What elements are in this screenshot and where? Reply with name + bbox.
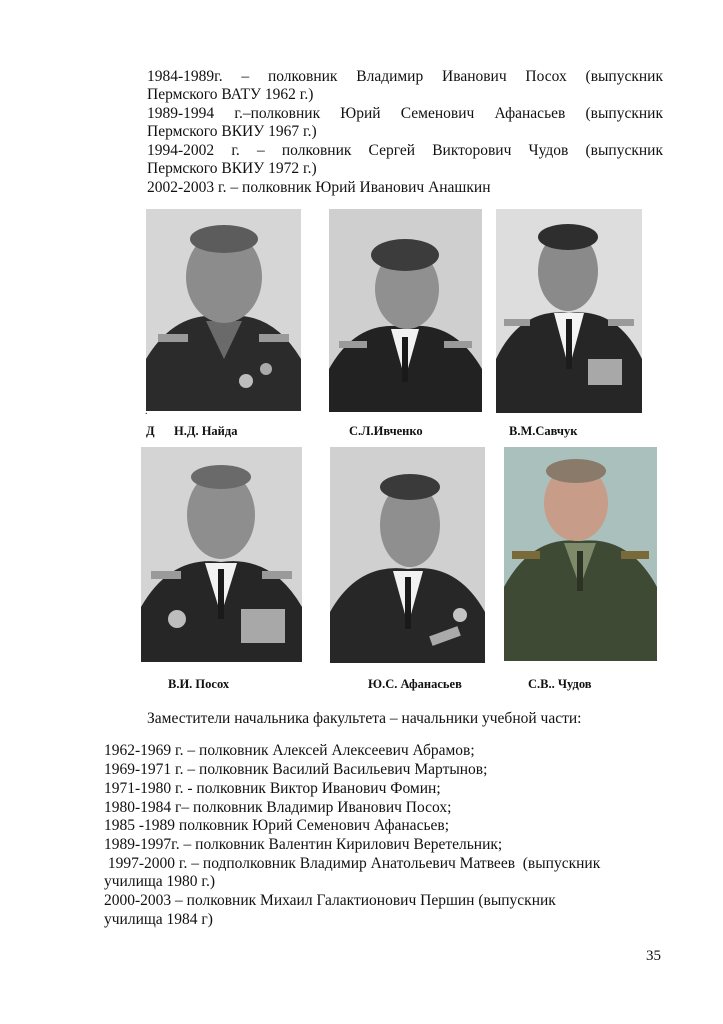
page-number: 35 (646, 948, 661, 964)
deputy-entry: 1962-1969 г. – полковник Алексей Алексеевич Абрамов; (104, 742, 475, 759)
caption-ivchenko: С.Л.Ивченко (349, 424, 423, 438)
top-list-line: Пермского ВАТУ 1962 г.) (147, 86, 314, 103)
deputy-entry: училища 1980 г.) (104, 873, 216, 890)
deputy-entry: 1989-1997г. – полковник Валентин Кирилович Веретельник; (104, 836, 503, 853)
deputy-entry: 2000-2003 – полковник Михаил Галактионович Першин (выпускник (104, 892, 556, 909)
top-list-line: 1984-1989г. – полковник Владимир Иванович Посох (выпускник (147, 68, 663, 85)
portrait-photo-afanasiev (330, 447, 485, 663)
portrait-photo-savchuk (496, 209, 642, 413)
top-list-line: Пермского ВКИУ 1972 г.) (147, 160, 317, 177)
deputy-entry: 1985 -1989 полковник Юрий Семенович Афанасьев; (104, 817, 450, 834)
deputies-heading: Заместители начальника факультета – начальники учебной части: (147, 710, 582, 727)
portrait-photo-ivchenko (329, 209, 482, 412)
deputy-entry: 1971-1980 г. - полковник Виктор Иванович Фомин; (104, 780, 441, 797)
top-list-line: 1989-1994 г.–полковник Юрий Семенович Афанасьев (выпускник (147, 105, 663, 122)
deputy-entry: 1980-1984 г– полковник Владимир Иванович Посох; (104, 799, 452, 816)
portrait-photo-naida (146, 209, 301, 411)
caption-posokh: В.И. Посох (168, 677, 230, 691)
deputy-entry: 1997-2000 г. – подполковник Владимир Анатольевич Матвеев (выпускник (104, 855, 601, 872)
portrait-photo-chudov (504, 447, 657, 661)
deputy-entry: 1969-1971 г. – полковник Василий Васильевич Мартынов; (104, 761, 488, 778)
caption-chudov: С.В.. Чудов (528, 677, 592, 691)
caption-afanasiev: Ю.С. Афанасьев (368, 677, 462, 691)
caption-naida: Н.Д. Найда (174, 424, 238, 438)
top-list-line: Пермского ВКИУ 1967 г.) (147, 123, 317, 140)
deputy-entry: училища 1984 г) (104, 911, 213, 928)
portrait-photo-posokh (141, 447, 302, 662)
caption-prefix: Д (146, 424, 155, 438)
top-list-line: 1994-2002 г. – полковник Сергей Викторович Чудов (выпускник (147, 142, 663, 159)
stray-mark: . (145, 406, 148, 417)
top-list-line: 2002-2003 г. – полковник Юрий Иванович Анашкин (147, 179, 491, 196)
caption-savchuk: В.М.Савчук (509, 424, 578, 438)
